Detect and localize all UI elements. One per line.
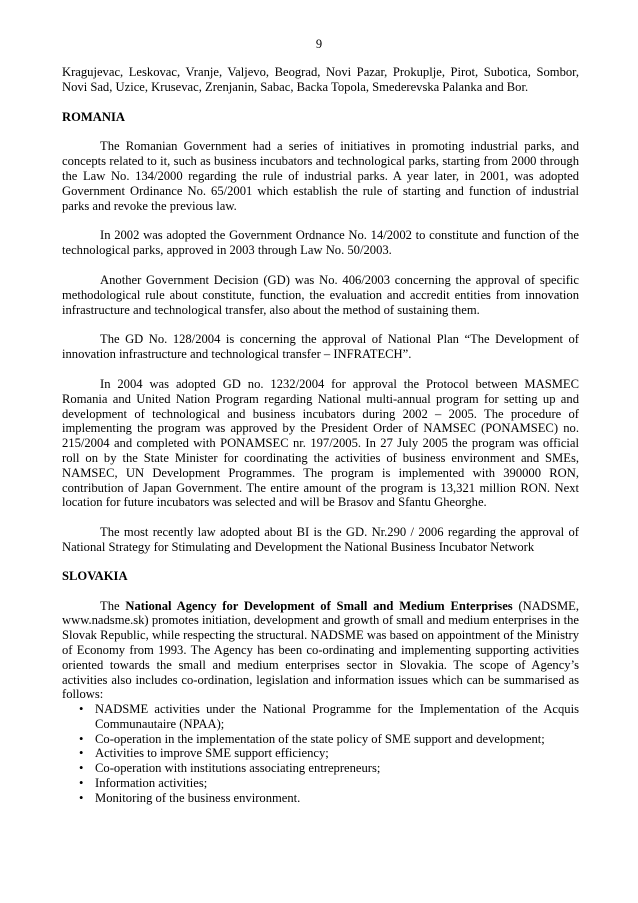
romania-paragraph-6: The most recently law adopted about BI is the GD. Nr.290 / 2006 regarding the approval of National Strategy for Stimulating and Development the National Business Incubator Network <box>62 525 579 554</box>
section-heading-romania: ROMANIA <box>62 109 125 124</box>
activities-list <box>62 702 579 806</box>
bullet-icon: • <box>79 776 84 791</box>
page-content <box>62 65 579 806</box>
agency-name: National Agency for Development of Small and Medium Enterprises <box>125 598 513 613</box>
bullet-icon: • <box>79 790 84 805</box>
page-number: 9 <box>315 37 323 51</box>
romania-paragraph-3: Another Government Decision (GD) was No. 406/2003 concerning the approval of specific methodological rule about constitute, function, the evaluation and accredit entities from innovation infrastructure and technological transfer, also about the method of sustaining them. <box>62 272 579 317</box>
bullet-icon: • <box>79 702 84 717</box>
list-item-text: Activities to improve SME support efficiency; <box>95 746 329 761</box>
list-item-text: NADSME activities under the National Programme for the Implementation of the Acquis Communautaire (NPAA); <box>95 702 579 731</box>
romania-paragraph-2: In 2002 was adopted the Government Ordnance No. 14/2002 to constitute and function of the technological parks, approved in 2003 through Law No. 50/2003. <box>62 228 579 258</box>
list-item-text: Monitoring of the business environment. <box>95 790 301 805</box>
bullet-icon: • <box>79 761 84 776</box>
romania-paragraph-1: The Romanian Government had a series of initiatives in promoting industrial parks, and concepts related to it, such as business incubators and technological parks, starting from 2000 through the Law No. 134/2000 regarding the rule of industrial parks. A year later, in 2001, was adopted Government Ordinance No. 65/2001 which establish the rule of starting and function of industrial parks and revoke the previous law. <box>62 139 579 213</box>
slovakia-paragraph-rest: (NADSME, www.nadsme.sk) promotes initiation, development and growth of small and medium enterprises in the Slovak Republic, while respecting the structural. NADSME was based on appointment of the Ministry of Economy from 1993. The Agency has been co-ordinating and implementing supporting activities oriented towards the small and medium enterprises sector in Slovakia. The scope of Agency’s activities also includes co-ordination, legislation and information issues which can be summarised as follows: <box>62 598 579 702</box>
list-item-text: Co-operation with institutions associating entrepreneurs; <box>95 761 381 776</box>
section-heading-slovakia: SLOVAKIA <box>62 568 128 583</box>
list-item <box>62 702 579 732</box>
list-item <box>62 761 579 776</box>
romania-paragraph-5: In 2004 was adopted GD no. 1232/2004 for approval the Protocol between MASMEC Romania and United Nation Program regarding National multi-annual program for setting up and development of technological and business incubators during 2002 – 2005. The procedure of implementing the program was approved by the President Order of NAMSEC (PONAMSEC) no. 215/2004 and completed with PONAMSEC nr. 197/2005. In 27 July 2005 the program was official roll on by the State Minister for coordinating the activities of business environment and SMEs, NAMSEC, UN Development Programmes. The program is implemented with 390000 RON, contribution of Japan Government. The entire amount of the program is 13,321 million RON. Next location for future incubators was selected and will be Brasov and Sfantu Gheorghe. <box>62 376 579 510</box>
list-item <box>62 746 579 761</box>
list-item <box>62 732 579 747</box>
intro-paragraph: Kragujevac, Leskovac, Vranje, Valjevo, Beograd, Novi Pazar, Prokuplje, Pirot, Subotica, Sombor, Novi Sad, Uzice, Krusevac, Zrenjanin, Sabac, Backa Topola, Smederevska Palanka and Bor. <box>62 65 579 94</box>
slovakia-paragraph-start: The <box>100 598 126 613</box>
list-item <box>62 776 579 791</box>
romania-paragraph-4: The GD No. 128/2004 is concerning the approval of National Plan “The Development of innovation infrastructure and technological transfer – INFRATECH”. <box>62 332 579 362</box>
list-item <box>62 791 579 806</box>
list-item-text: Co-operation in the implementation of the state policy of SME support and development; <box>95 731 545 746</box>
slovakia-paragraph <box>62 599 579 703</box>
list-item-text: Information activities; <box>95 776 208 791</box>
bullet-icon: • <box>79 746 84 761</box>
bullet-icon: • <box>79 731 84 746</box>
